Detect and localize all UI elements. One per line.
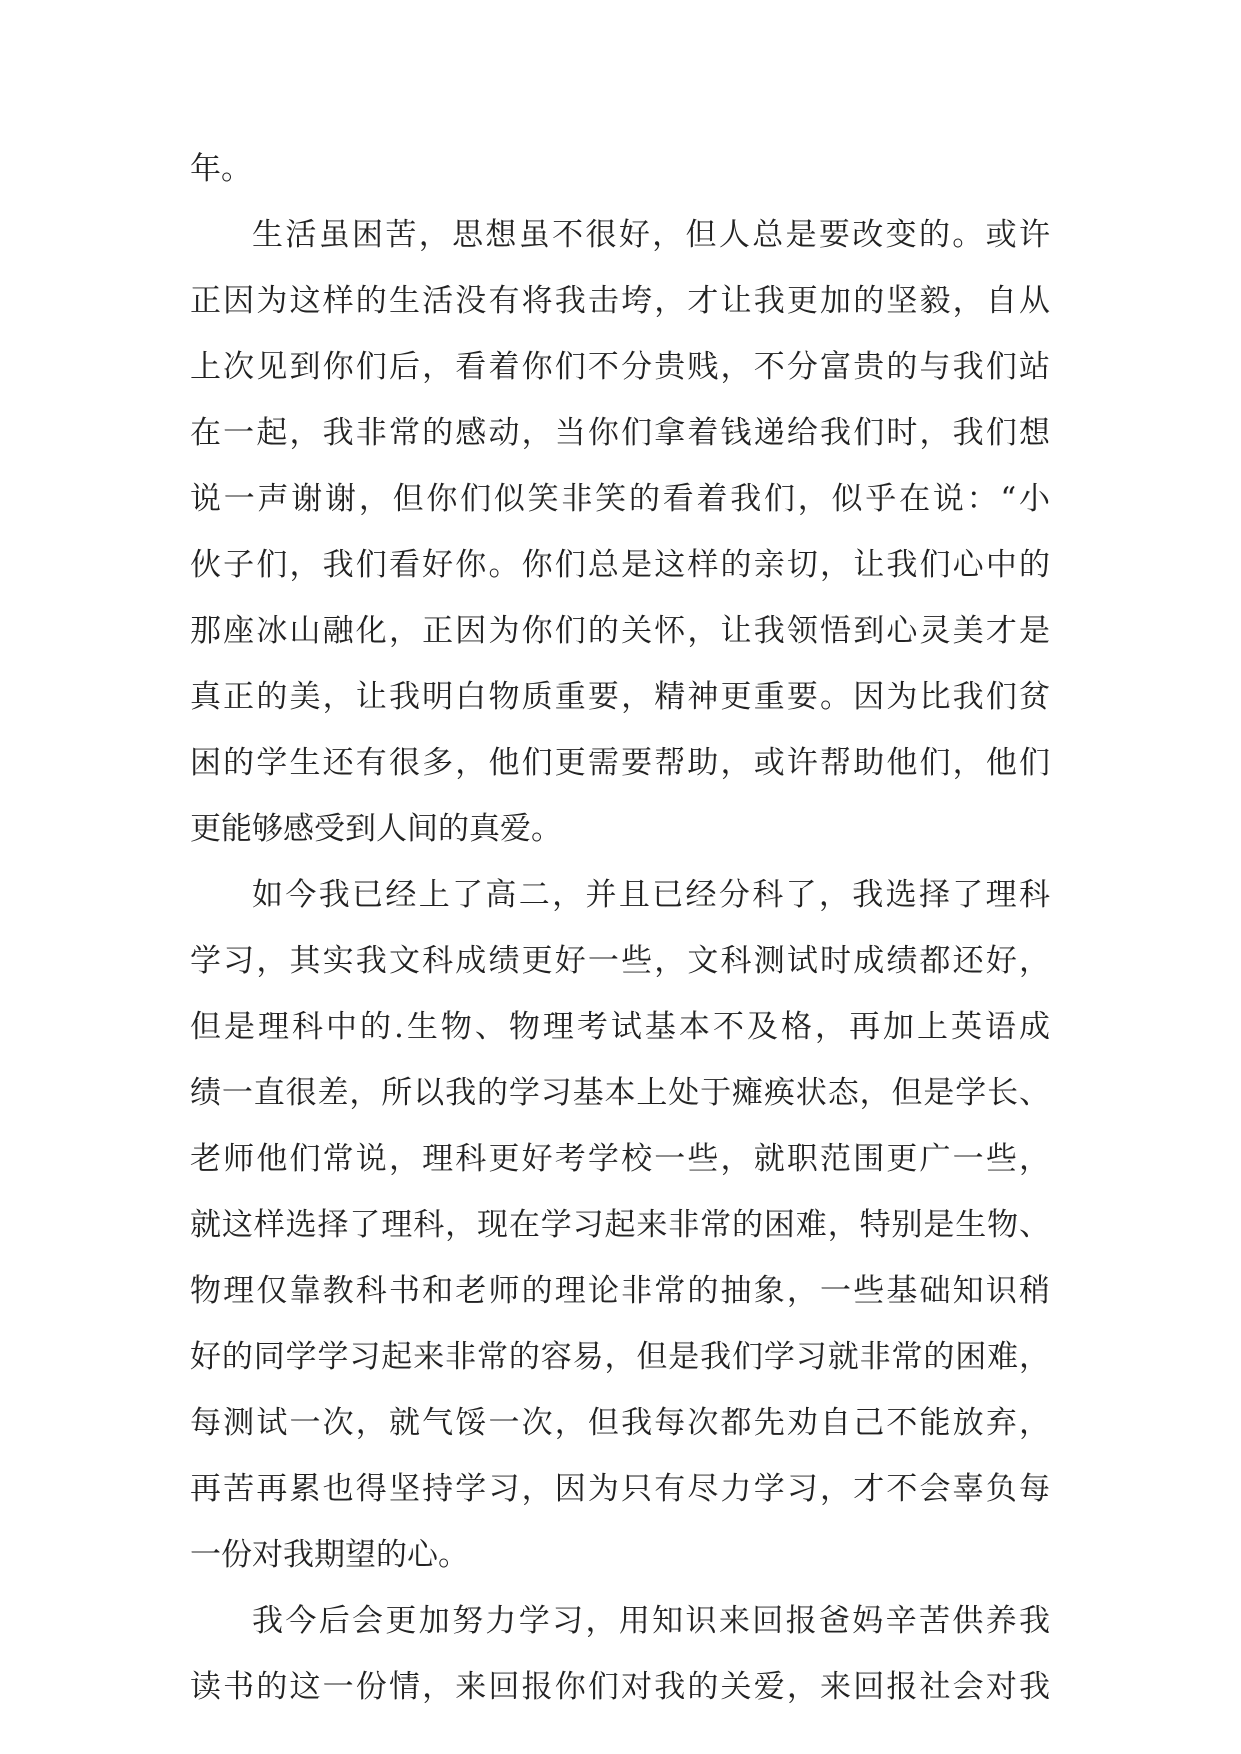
text-line: 上次见到你们后，看着你们不分贵贱，不分富贵的与我们站 bbox=[190, 349, 1050, 385]
text-line: 但是理科中的.生物、物理考试基本不及格，再加上英语成 bbox=[190, 1009, 1050, 1045]
paragraph-first-line: 我今后会更加努力学习，用知识来回报爸妈辛苦供养我 bbox=[252, 1603, 1050, 1639]
text-line: 好的同学学习起来非常的容易，但是我们学习就非常的困难， bbox=[190, 1339, 1050, 1375]
text-line: 说一声谢谢，但你们似笑非笑的看着我们，似乎在说：“小 bbox=[190, 481, 1050, 517]
text-line: 正因为这样的生活没有将我击垮，才让我更加的坚毅，自从 bbox=[190, 283, 1050, 319]
text-line: 困的学生还有很多，他们更需要帮助，或许帮助他们，他们 bbox=[190, 745, 1050, 781]
text-line: 物理仅靠教科书和老师的理论非常的抽象，一些基础知识稍 bbox=[190, 1273, 1050, 1309]
text-line: 伙子们，我们看好你。你们总是这样的亲切，让我们心中的 bbox=[190, 547, 1050, 583]
text-line: 读书的这一份情，来回报你们对我的关爱，来回报社会对我 bbox=[190, 1669, 1050, 1705]
text-line: 一份对我期望的心。 bbox=[190, 1537, 469, 1573]
text-line: 再苦再累也得坚持学习，因为只有尽力学习，才不会辜负每 bbox=[190, 1471, 1050, 1507]
text-line: 就这样选择了理科，现在学习起来非常的困难，特别是生物、 bbox=[190, 1207, 1050, 1243]
text-line: 那座冰山融化，正因为你们的关怀，让我领悟到心灵美才是 bbox=[190, 613, 1050, 649]
text-line: 更能够感受到人间的真爱。 bbox=[190, 811, 562, 847]
text-line: 老师他们常说，理科更好考学校一些，就职范围更广一些， bbox=[190, 1141, 1050, 1177]
text-line: 年。 bbox=[190, 151, 252, 187]
text-line: 在一起，我非常的感动，当你们拿着钱递给我们时，我们想 bbox=[190, 415, 1050, 451]
paragraph-first-line: 如今我已经上了高二，并且已经分科了，我选择了理科 bbox=[252, 877, 1050, 913]
paragraph-first-line: 生活虽困苦，思想虽不很好，但人总是要改变的。或许 bbox=[252, 217, 1050, 253]
text-line: 学习，其实我文科成绩更好一些，文科测试时成绩都还好， bbox=[190, 943, 1050, 979]
text-line: 每测试一次，就气馁一次，但我每次都先劝自己不能放弃， bbox=[190, 1405, 1050, 1441]
text-line: 绩一直很差，所以我的学习基本上处于瘫痪状态，但是学长、 bbox=[190, 1075, 1050, 1111]
text-line: 真正的美，让我明白物质重要，精神更重要。因为比我们贫 bbox=[190, 679, 1050, 715]
